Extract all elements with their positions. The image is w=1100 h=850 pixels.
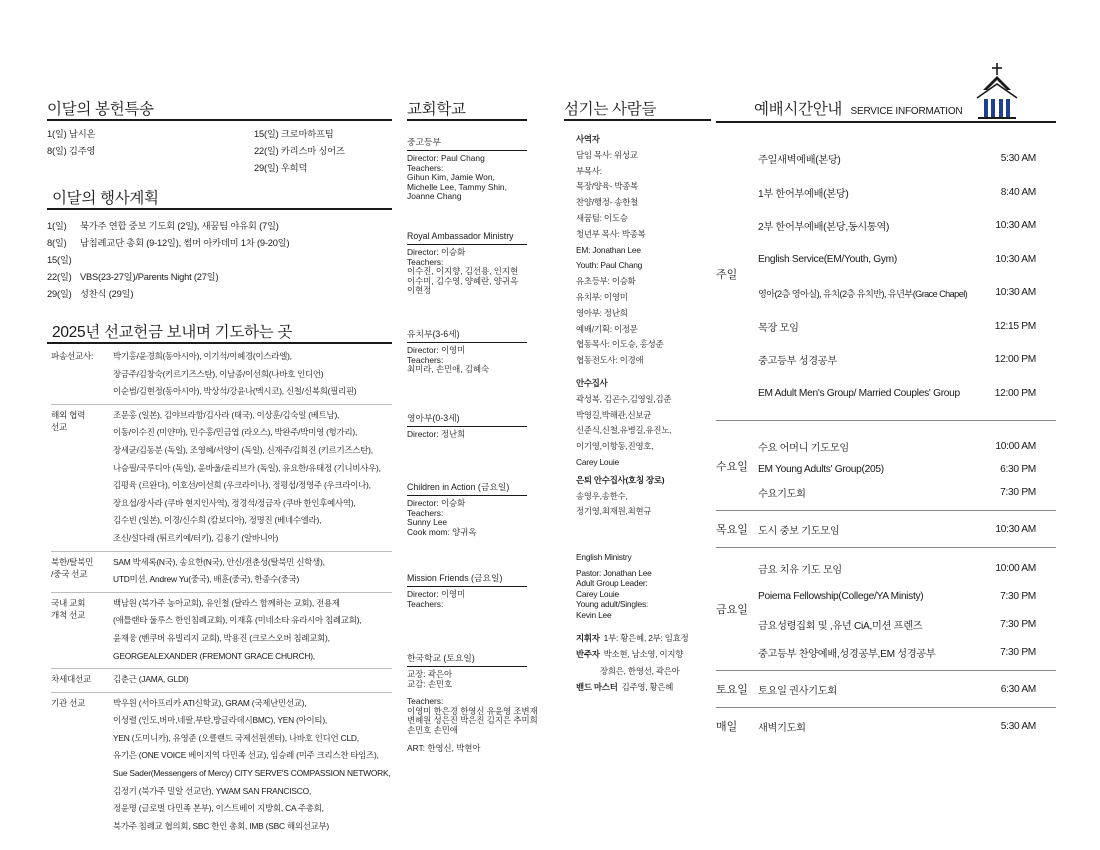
mission-line: 정윤명 (글로벌 다민족 본부), 이스트베이 지방회, CA 주총회,: [113, 803, 324, 814]
mission-row: [51, 405, 392, 552]
music-staff-list: [576, 632, 711, 694]
missions-table: [51, 346, 392, 838]
servant-line: 유치부: 이영미: [576, 291, 628, 302]
deacons-list: [576, 392, 711, 471]
school-section-heading: 중고등부: [407, 136, 527, 151]
mission-category: 차세대선교: [51, 674, 92, 685]
mission-line: GEORGEALEXANDER (FREMONT GRACE CHURCH),: [113, 650, 315, 661]
school-section-heading: Mission Friends (금요일): [407, 572, 527, 587]
title-rule: [47, 342, 392, 344]
mission-line: 박기홍/윤경희(동아시아), 이기석/이혜경(이스라엘),: [113, 351, 292, 361]
servant-line: Carey Louie: [576, 588, 619, 599]
school-section-body: [407, 151, 527, 202]
service-items: [758, 511, 1056, 547]
school-line: 최미라, 손민애, 김혜숙: [407, 364, 490, 375]
mission-line: 박우원 (서아프리카 ATI신학교), GRAM (국제난민선교),: [113, 697, 307, 708]
mission-line: 김평육 (르완다), 이호선/이선희 (우크라이나), 정평섭/정영주 (우크라이나),: [113, 480, 371, 491]
mission-category: 국내 교회 개척 선교: [51, 597, 86, 620]
school-section-heading: 한국학교 (토요일): [407, 652, 527, 667]
service-name: 중고등부 성경공부: [758, 356, 837, 368]
mission-entries: [113, 407, 381, 548]
service-time: 10:30 AM: [995, 253, 1036, 265]
event-date: 8(일): [47, 238, 67, 248]
mission-row: [51, 693, 392, 839]
event-text: 성찬식 (29일): [80, 289, 134, 299]
service-day: 금요일: [716, 604, 748, 616]
events-list: [47, 218, 289, 303]
mission-line: 장세균/김동분 (독일), 조영혜/서양이 (독일), 신재주/김희진 (키르기즈스탄),: [113, 444, 373, 455]
offering-entry: 22(일) 카리스마 싱어즈: [254, 146, 345, 156]
servant-line: 협동목사: 이도승, 홍성준: [576, 339, 664, 350]
servant-line: 박영길,박해관,신보균: [576, 409, 652, 420]
school-line: 이수진, 이지향, 김선용, 인지현: [407, 266, 519, 277]
title-rule: [716, 121, 1056, 123]
service-time: 7:30 PM: [1000, 618, 1036, 630]
service-row: [758, 176, 1056, 210]
mission-line: 김정기 (북가주 밀알 선교단), YWAM SAN FRANCISCO,: [113, 785, 312, 796]
service-name: 수요기도회: [758, 489, 806, 500]
mission-line: 나승필/국루디아 (독일), 윤바울/윤리브가 (독일), 유요한/유태정 (기니비사우),: [113, 462, 381, 473]
music-staff-row: [576, 648, 711, 661]
school-line: 교감: 손민호: [407, 678, 453, 689]
mission-line: 김수빈 (일본), 이경/신수희 (캄보디아), 정명진 (베네수엘라),: [113, 515, 322, 526]
service-row: [758, 708, 1056, 744]
mission-line: 이동/이수진 (미얀마), 민수홍/민금엽 (라오스), 박완주/박미영 (헝가리),: [113, 427, 358, 438]
service-time: 10:00 AM: [995, 562, 1036, 574]
mission-entries: [113, 554, 325, 589]
service-row: [758, 243, 1056, 277]
mission-line: 김춘근 (JAMA, GLDI): [113, 674, 189, 685]
mission-row: [51, 593, 392, 669]
offering-entry: 15(일) 크로마하프팀: [254, 129, 334, 139]
service-time: 5:30 AM: [1000, 720, 1036, 732]
mission-line: Sue Sader(Messengers of Mercy) CITY SERVE'S COMPASSION NETWORK,: [113, 768, 391, 779]
event-date: 1(일): [47, 221, 67, 231]
service-row: [758, 610, 1056, 638]
mission-entries: [113, 695, 391, 836]
offering-entry: 8(일) 김주영: [47, 146, 96, 156]
music-names: 장희은, 한영선, 곽은아: [600, 665, 680, 676]
service-name: 중고등부 찬양예배,성경공부,EM 성경공부: [758, 648, 936, 660]
mission-line: SAM 박세록(N국), 송요한(N국), 안신/전춘성(탈북민 신학생),: [113, 556, 325, 567]
service-name: 수요 어머니 기도모임: [758, 443, 849, 454]
school-section: [407, 572, 527, 609]
mission-line: (애틀랜타 둘루스 한인침례교회), 이재휴 (미네소타 유라시아 침례교회),: [113, 615, 362, 626]
servant-line: 새꿈팀: 이도승: [576, 212, 628, 223]
school-line: Director: 이영미: [407, 589, 466, 599]
servant-line: 신준식,신철,유병길,유진노,: [576, 425, 672, 436]
offerings-left: [47, 126, 254, 177]
retired-deacons-heading: 은퇴 안수집사(호칭 장로): [576, 474, 665, 485]
servant-line: 협동전도사: 이경애: [576, 355, 644, 366]
mission-category: 기관 선교: [51, 697, 86, 708]
school-section-body: [407, 667, 538, 753]
school-section: [407, 328, 527, 375]
service-time: 10:30 AM: [995, 220, 1036, 232]
school-line: Director: 이승화: [407, 247, 466, 257]
music-role: 밴드 마스터: [576, 682, 618, 693]
servant-line: 목장/양육- 박종복: [576, 181, 639, 192]
title-rule: [564, 119, 711, 121]
school-section-heading: Royal Ambassador Ministry: [407, 230, 527, 245]
event-row: [47, 286, 289, 303]
deacons-heading: 안수집사: [576, 377, 608, 388]
servant-line: Kevin Lee: [576, 609, 612, 620]
mission-category: 해외 협력 선교: [51, 409, 86, 432]
school-section: [407, 412, 527, 440]
school-line: Teachers:: [407, 507, 444, 518]
service-row: [758, 481, 1056, 504]
services-title-en: SERVICE INFORMATION: [850, 106, 963, 117]
church-icon: [974, 62, 1020, 120]
service-name: 새벽기도회: [758, 722, 806, 734]
servant-line: Adult Group Leader:: [576, 578, 648, 589]
event-row: [47, 269, 289, 286]
event-row: [47, 235, 289, 252]
servant-line: 담임 목사: 위성교: [576, 149, 638, 160]
school-line: ART: 한영신, 박현아: [407, 742, 481, 753]
service-name: 1부 한어부예배(본당): [758, 188, 849, 200]
english-ministry-list: [576, 566, 711, 620]
service-row: [758, 638, 1056, 666]
servant-line: Young adult/Singles:: [576, 599, 649, 610]
school-section-body: [407, 245, 527, 296]
service-name: 목장 모임: [758, 322, 799, 334]
servant-line: EM: Jonathan Lee: [576, 244, 641, 255]
school-line: Gihun Kim, Jamie Won,: [407, 172, 495, 183]
monthly-offering-title: 이달의 봉헌특송: [47, 101, 154, 118]
school-line: Teachers:: [407, 162, 444, 173]
service-name: EM Young Adults' Group(205): [758, 464, 884, 475]
service-schedule: [716, 128, 1056, 744]
music-staff-row: [576, 632, 711, 645]
service-day: 주일: [716, 269, 738, 281]
school-section: [407, 652, 538, 753]
mission-entries: [113, 595, 361, 665]
music-names: 1부: 황은혜, 2부: 임효정: [603, 632, 689, 643]
service-time: 12:00 PM: [994, 354, 1036, 366]
mission-row: [51, 669, 392, 693]
service-items: [758, 708, 1056, 744]
service-time: 7:30 PM: [1000, 646, 1036, 658]
school-section-heading: 영아부(0-3세): [407, 412, 527, 427]
title-rule: [407, 119, 527, 121]
school-line: Sunny Lee: [407, 517, 448, 528]
offerings-right: [254, 126, 345, 177]
servants-title: 섬기는 사람들: [564, 101, 657, 118]
service-items: [758, 671, 1056, 707]
service-items: [758, 421, 1056, 510]
servant-line: 예배/기획: 이정문: [576, 323, 638, 334]
mission-line: 북가주 침례교 협의회, SBC 한인 총회, IMB (SBC 해외선교부): [113, 820, 329, 831]
servant-line: 유초등부: 이승화: [576, 276, 636, 287]
mission-category: 북한/탈북민 /중국 선교: [51, 556, 94, 579]
service-name: 영아(2층 영아실), 유치(2층 유치반), 유년부(Grace Chapel): [758, 288, 968, 299]
service-items: [758, 548, 1056, 670]
school-line: Director: 정난희: [407, 429, 466, 439]
service-time: 10:30 AM: [995, 287, 1036, 299]
school-line: Teachers:: [407, 598, 444, 609]
service-name: 주일새벽예배(본당): [758, 155, 841, 167]
service-name: EM Adult Men's Group/ Married Couples' Group: [758, 387, 960, 399]
event-row: [47, 252, 289, 269]
school-line: Joanne Chang: [407, 191, 462, 202]
service-row: [758, 671, 1056, 707]
school-section-body: [407, 587, 527, 609]
mission-line: 장금주/김창숙(키르기즈스탄), 이남종/이선희(나바호 인디언): [113, 368, 324, 379]
mission-line: 유기은 (ONE VOICE 베이지역 다민족 선교), 임승례 (미주 크리스찬 타임즈),: [113, 750, 379, 761]
english-ministry-heading: English Ministry: [576, 552, 632, 563]
pastoral-staff-list: [576, 148, 711, 369]
service-day: 목요일: [716, 524, 748, 536]
servant-line: 부목사:: [576, 165, 602, 176]
school-section-heading: 유치부(3-6세): [407, 328, 527, 343]
servant-line: 곽성복, 김곤수,김영일,김준: [576, 393, 672, 404]
services-title: 예배시간안내: [754, 101, 843, 118]
mission-line: 이성렬 (인도,버마,네팔,부탄,방글라데시BMC), YEN (아이티),: [113, 715, 328, 726]
music-role: [576, 665, 596, 678]
mission-row: [51, 346, 392, 405]
school-section-heading: Children in Action (금요일): [407, 481, 527, 496]
mission-entries: [113, 348, 356, 401]
music-role: 지휘자: [576, 632, 600, 643]
service-time: 7:30 PM: [1000, 590, 1036, 602]
church-school-title: 교회학교: [407, 101, 466, 118]
service-row: [758, 209, 1056, 243]
mission-line: 조신/설다래 (튀르키예/터키), 김용기 (알바니아): [113, 532, 279, 543]
servants-list: [576, 132, 711, 698]
service-row: [758, 343, 1056, 377]
service-time: 7:30 PM: [1000, 487, 1036, 498]
service-name: Poiema Fellowship(College/YA Ministy): [758, 590, 924, 602]
service-name: English Service(EM/Youth, Gym): [758, 253, 897, 265]
offering-list: [47, 126, 345, 177]
service-row: [758, 582, 1056, 610]
event-row: [47, 218, 289, 235]
music-role: 반주자: [576, 649, 600, 660]
school-section-body: [407, 427, 527, 440]
service-time: 6:30 PM: [1000, 464, 1036, 475]
music-names: 박소현, 남소영, 이지향: [603, 649, 684, 660]
servant-line: Carey Louie: [576, 456, 619, 467]
mission-line: 장요섭/장사라 (쿠바 현지인사역), 정경석/정금자 (쿠바 한인후예사역),: [113, 497, 356, 508]
service-day-group: [716, 128, 1056, 421]
school-line: Michelle Lee, Tammy Shin,: [407, 181, 507, 192]
school-line: 변혜원 성은진 박은진 김지은 추미희: [407, 715, 538, 726]
service-name: 금요 치유 기도 모임: [758, 564, 842, 576]
service-name: 토요일 권사기도회: [758, 685, 837, 697]
mission-line: 백남원 (북가주 농아교회), 유인철 (달라스 함께하는 교회), 전용제: [113, 597, 340, 608]
music-staff-row: [576, 665, 711, 678]
school-line: Director: Paul Chang: [407, 153, 485, 163]
servant-line: Pastor: Jonathan Lee: [576, 567, 652, 578]
service-row: [758, 511, 1056, 547]
service-time: 12:15 PM: [994, 320, 1036, 332]
school-section-body: [407, 496, 527, 537]
school-line: Cook mom: 양귀옥: [407, 526, 477, 537]
event-date: 29(일): [47, 289, 72, 299]
mission-row: [51, 552, 392, 593]
servant-line: 청년부 목사: 박종복: [576, 228, 646, 239]
service-row: [758, 435, 1056, 458]
service-name: 금요성령집회 및 ,유년 CiA,미션 프렌즈: [758, 620, 923, 632]
offering-entry: 1(일) 남시온: [47, 129, 96, 139]
service-time: 8:40 AM: [1000, 186, 1036, 198]
servant-line: 송영우,송한수,: [576, 490, 628, 501]
event-text: VBS(23-27일)/Parents Night (27일): [80, 272, 219, 282]
title-rule: [47, 208, 392, 210]
school-section: [407, 230, 527, 296]
service-day: 매일: [716, 721, 738, 733]
servant-line: 이기영,이항동,진영호,: [576, 441, 654, 452]
event-date: 22(일): [47, 272, 72, 282]
music-names: 김주영, 황은혜: [621, 682, 674, 693]
school-line: Director: 이영미: [407, 345, 466, 355]
service-day-group: [716, 671, 1056, 708]
mission-line: UTD미션, Andrew Yu(중국), 배훈(중국), 한종수(중국): [113, 574, 300, 585]
service-time: 10:00 AM: [995, 441, 1036, 452]
school-section: [407, 481, 527, 537]
title-rule: [47, 119, 392, 121]
servant-line: Youth: Paul Chang: [576, 260, 643, 271]
services-title-wrap: [754, 97, 962, 119]
servant-line: 영아부: 정난희: [576, 307, 628, 318]
event-text: 남침례교단 총회 (9-12일), 썸머 아카데미 1차 (9-20일): [80, 238, 290, 248]
school-line: 손민호 손민애: [407, 724, 458, 735]
school-line: Teachers:: [407, 696, 444, 707]
school-line: 교장: 곽은아: [407, 669, 453, 679]
retired-deacons-list: [576, 489, 711, 521]
service-day-group: [716, 511, 1056, 548]
offering-entry: 29(일) 우희덕: [254, 163, 308, 173]
servant-line: 찬양/행정- 송한철: [576, 197, 639, 208]
service-day: 토요일: [716, 684, 748, 696]
school-line: 이수미, 김수영, 양혜란, 양귀옥: [407, 275, 519, 286]
events-title: 이달의 행사계획: [52, 190, 159, 207]
service-name: 2부 한어부예배(본당,동시통역): [758, 222, 890, 234]
service-day-group: [716, 421, 1056, 511]
school-line: Director: 이승화: [407, 498, 466, 508]
service-row: [758, 377, 1056, 411]
mission-line: YEN (도미니카), 유영준 (오클랜드 국제선원센터), 나바호 인디언 CLD,: [113, 732, 359, 743]
mission-entries: [113, 671, 189, 689]
service-row: [758, 276, 1056, 310]
service-day-group: [716, 708, 1056, 744]
service-row: [758, 458, 1056, 481]
service-row: [758, 310, 1056, 344]
mission-line: 이순범/김현정(동아시아), 박상석/강윤나(멕시코), 신철/신복희(필리핀): [113, 386, 357, 397]
service-day: 수요일: [716, 460, 748, 473]
service-name: 도시 중보 기도모임: [758, 525, 840, 537]
event-date: 15(일): [47, 255, 72, 265]
school-line: 이현정: [407, 285, 432, 296]
mission-line: 조문홍 (일본), 김야브라함/김사라 (태국), 이상훈/김숙일 (베트남),: [113, 409, 340, 420]
school-line: 이영미 한은경 한영신 유윤영 조변재: [407, 705, 538, 716]
service-items: [758, 128, 1056, 420]
school-section-body: [407, 343, 527, 375]
service-row: [758, 142, 1056, 176]
school-section: [407, 136, 527, 202]
missions-title: 2025년 선교헌금 보내며 기도하는 곳: [52, 324, 293, 341]
service-time: 10:30 AM: [995, 523, 1036, 535]
mission-category: 파송선교사:: [51, 351, 94, 361]
service-time: 5:30 AM: [1000, 153, 1036, 165]
service-time: 6:30 AM: [1000, 683, 1036, 695]
service-row: [758, 554, 1056, 582]
music-staff-row: [576, 681, 711, 694]
servant-line: 정기영,최재원,최현규: [576, 506, 652, 517]
school-line: Teachers:: [407, 256, 444, 267]
service-day-group: [716, 548, 1056, 671]
pastoral-staff-heading: 사역자: [576, 134, 600, 144]
service-time: 12:00 PM: [994, 387, 1036, 399]
mission-line: 윤재웅 (벤쿠버 유빌리지 교회), 박용진 (크로스오버 침례교회),: [113, 632, 330, 643]
event-text: 북가주 연합 중보 기도회 (2일), 새꿈팀 야유회 (7일): [80, 221, 279, 231]
school-line: Teachers:: [407, 354, 444, 365]
